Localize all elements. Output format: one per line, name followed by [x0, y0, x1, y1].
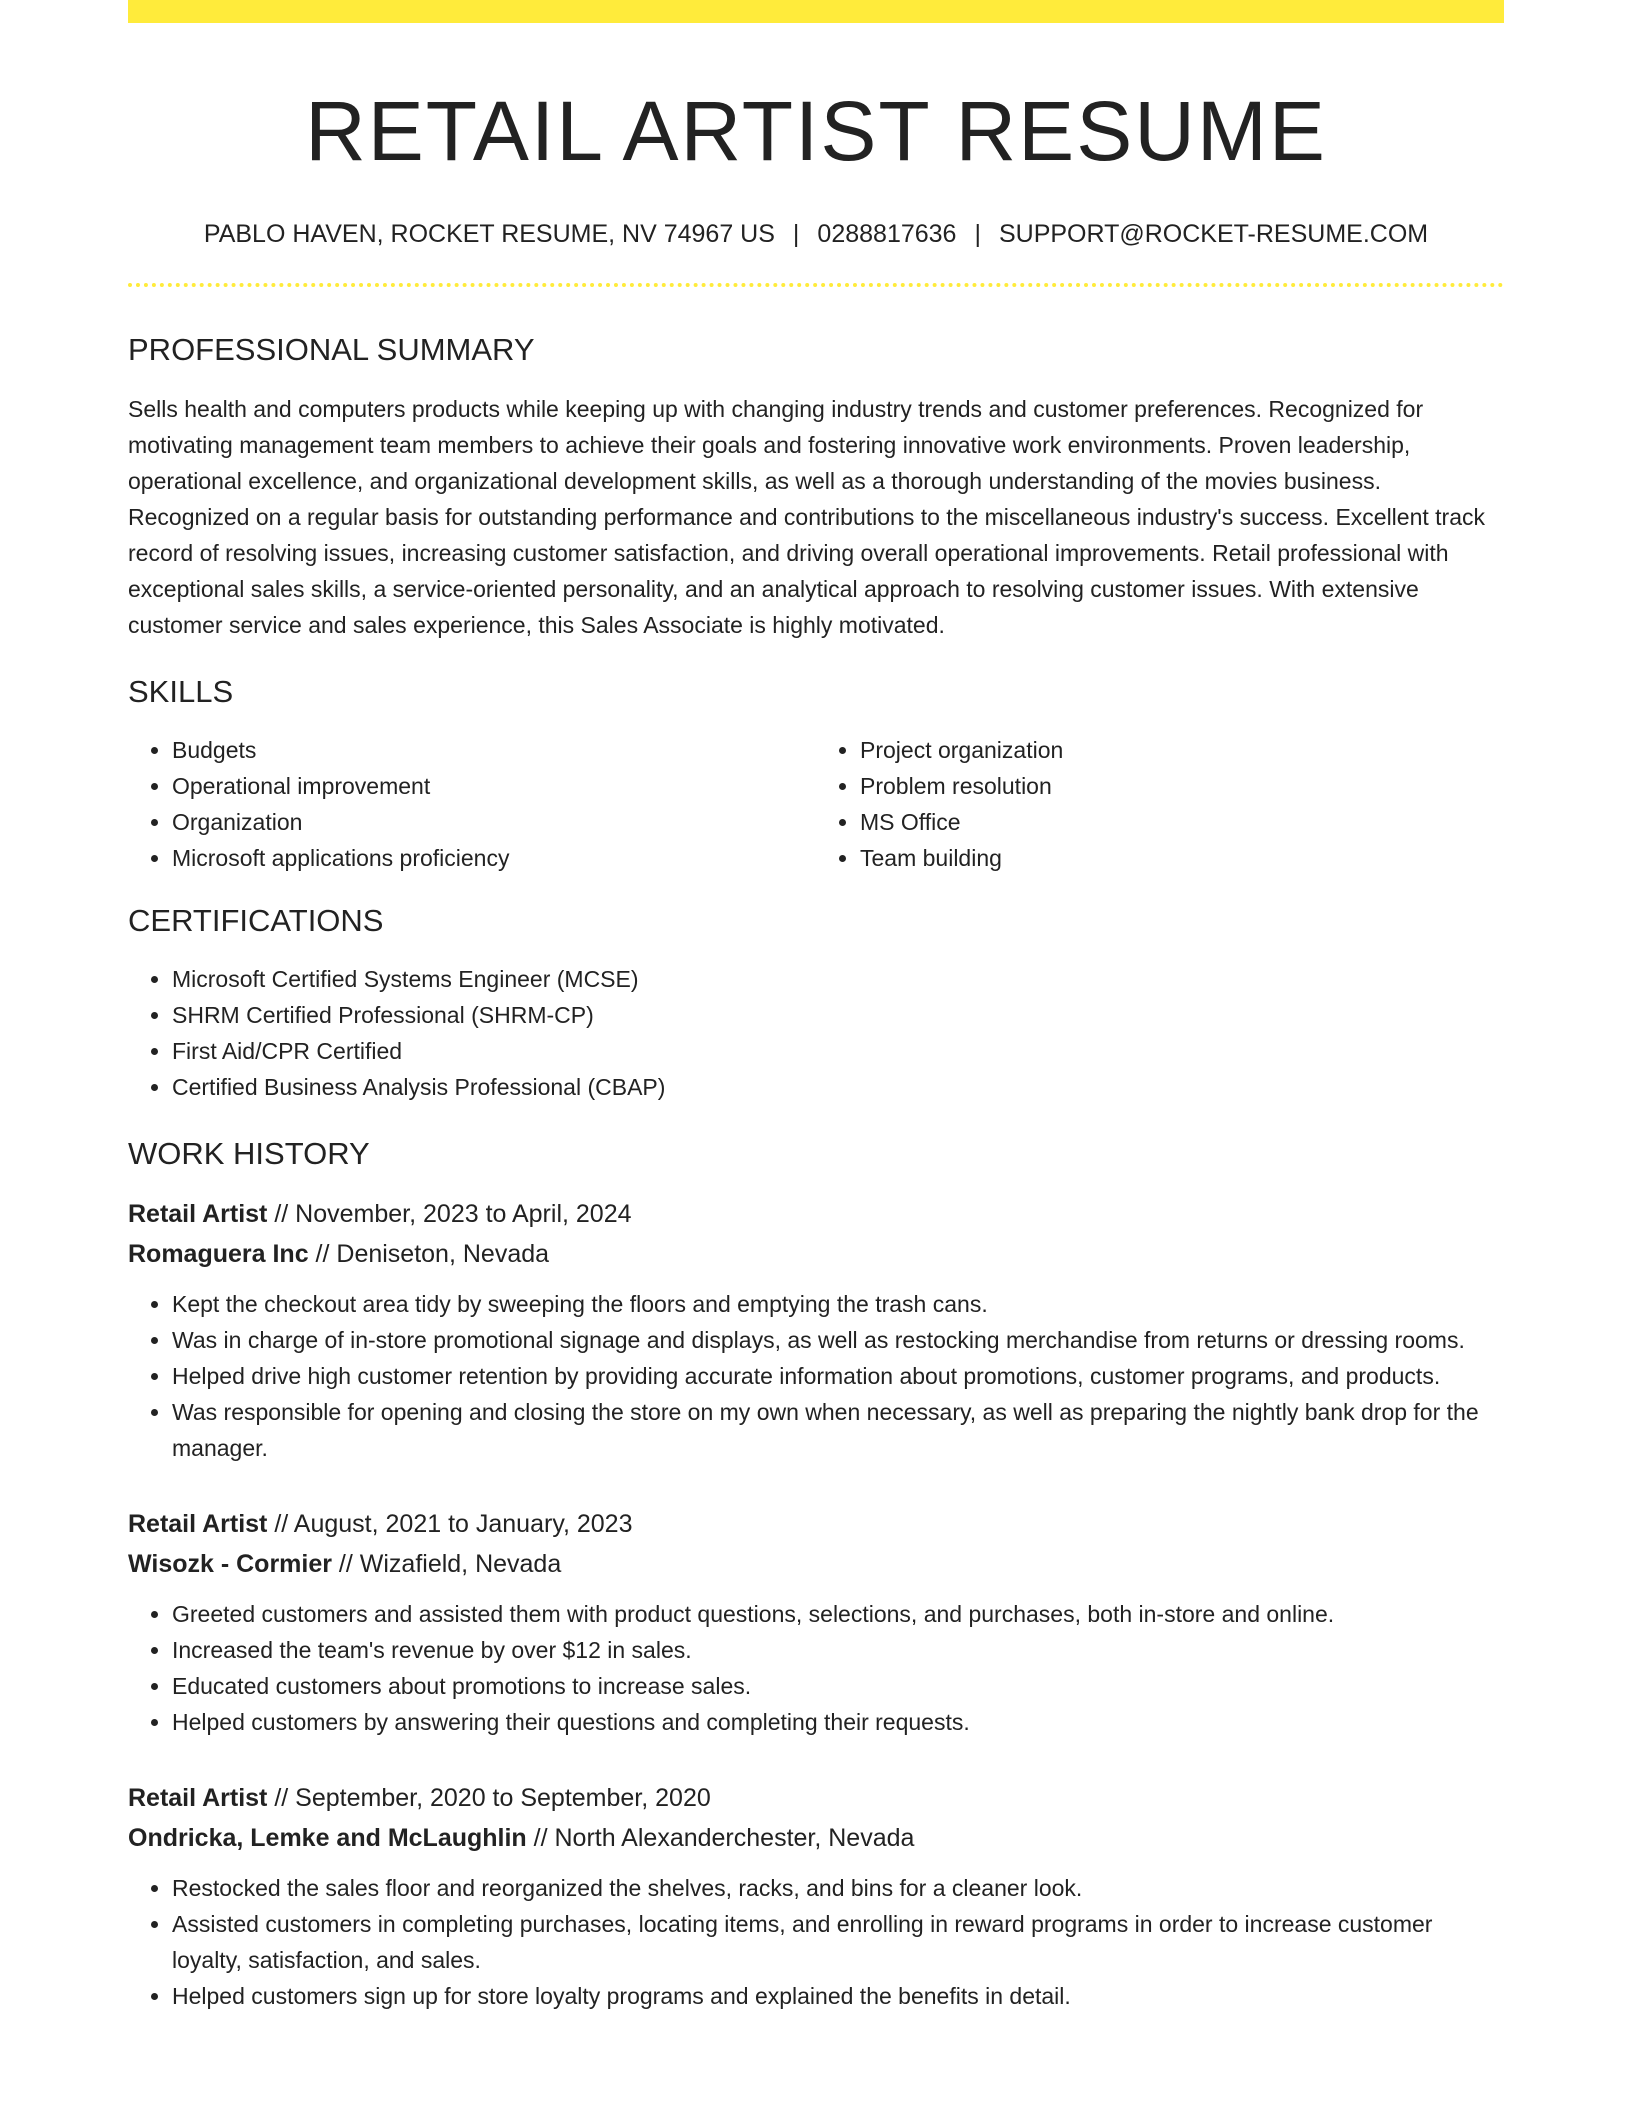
- job-company-line: [128, 1818, 1504, 1858]
- contact-separator: |: [974, 220, 981, 249]
- job-bullet: • Kept the checkout area tidy by sweeping the floors and emptying the trash cans.: [172, 1286, 1504, 1322]
- job-title: Retail Artist: [128, 1510, 268, 1539]
- job-company: Romaguera Inc: [128, 1240, 309, 1269]
- job-bullet: • Increased the team's revenue by over $12 in sales.: [172, 1632, 1504, 1668]
- job-bullet: • Greeted customers and assisted them with product questions, selections, and purchases, both in-store and online.: [172, 1596, 1504, 1632]
- skill-item: • Microsoft applications proficiency: [172, 840, 816, 876]
- job-title-line: [128, 1194, 1504, 1234]
- accent-bar: [128, 0, 1504, 23]
- job-dates: // August, 2021 to January, 2023: [267, 1510, 633, 1539]
- job-company-line: [128, 1544, 1504, 1584]
- certification-item: • Microsoft Certified Systems Engineer (MCSE): [172, 961, 1504, 997]
- job-bullet: • Helped customers by answering their questions and completing their requests.: [172, 1704, 1504, 1740]
- certification-item: • SHRM Certified Professional (SHRM-CP): [172, 997, 1504, 1033]
- job-bullet-list: [128, 1870, 1504, 2014]
- contact-email: SUPPORT@ROCKET-RESUME.COM: [998, 220, 1429, 249]
- contact-separator: |: [792, 220, 800, 249]
- summary-text: Sells health and computers products while keeping up with changing industry trends and customer preferences. Recognized for motivating management team members to achieve their goals and fostering innovative work environments. Proven leadership, operational excellence, and organizational development skills, as well as a thorough understanding of the movies business. Recognized on a regular basis for outstanding performance and contributions to the miscellaneous industry's success. Excellent track record of resolving issues, increasing customer satisfaction, and driving overall operational improvements. Retail professional with exceptional sales skills, a service-oriented personality, and an analytical approach to resolving customer issues. With extensive customer service and sales experience, this Sales Associate is highly motivated.: [128, 395, 1485, 638]
- dotted-divider: [128, 283, 1504, 287]
- skill-item: • Organization: [172, 804, 816, 840]
- skills-column-right: [816, 732, 1504, 876]
- job-bullet-list: [128, 1596, 1504, 1740]
- skills-column-left: [128, 732, 816, 876]
- job-bullet: • Educated customers about promotions to increase sales.: [172, 1668, 1504, 1704]
- certification-item: • First Aid/CPR Certified: [172, 1033, 1504, 1069]
- job-bullet-list: [128, 1286, 1504, 1466]
- job-entry: [128, 1504, 1504, 1740]
- job-title: Retail Artist: [128, 1784, 268, 1813]
- job-bullet: • Was responsible for opening and closing the store on my own when necessary, as well as preparing the nightly bank drop for the manager.: [172, 1394, 1504, 1466]
- certifications-list: [128, 961, 1504, 1105]
- skill-item: • Project organization: [860, 732, 1504, 768]
- contact-line: [128, 219, 1504, 249]
- skill-item: • Operational improvement: [172, 768, 816, 804]
- job-bullet: • Helped customers sign up for store loyalty programs and explained the benefits in detail.: [172, 1978, 1504, 2014]
- job-bullet: • Helped drive high customer retention by providing accurate information about promotions, customer programs, and products.: [172, 1358, 1504, 1394]
- skill-item: • MS Office: [860, 804, 1504, 840]
- job-entry: [128, 1778, 1504, 2014]
- resume-title: RETAIL ARTIST RESUME: [305, 84, 1327, 178]
- job-dates: // September, 2020 to September, 2020: [267, 1784, 711, 1813]
- job-title-line: [128, 1504, 1504, 1544]
- skill-item: • Budgets: [172, 732, 816, 768]
- contact-address: PABLO HAVEN, ROCKET RESUME, NV 74967 US: [203, 220, 775, 249]
- job-bullet: • Assisted customers in completing purchases, locating items, and enrolling in reward programs in order to increase customer loyalty, satisfaction, and sales.: [172, 1906, 1504, 1978]
- skill-item: • Team building: [860, 840, 1504, 876]
- job-location: // Wizafield, Nevada: [331, 1550, 562, 1579]
- job-title: Retail Artist: [128, 1200, 268, 1229]
- job-entry: [128, 1194, 1504, 1466]
- skills-grid: [128, 732, 1504, 876]
- summary-heading: PROFESSIONAL SUMMARY: [128, 332, 535, 368]
- work-history-heading: WORK HISTORY: [128, 1135, 370, 1171]
- job-dates: // November, 2023 to April, 2024: [267, 1200, 632, 1229]
- job-title-line: [128, 1778, 1504, 1818]
- job-bullet: • Restocked the sales floor and reorganized the shelves, racks, and bins for a cleaner look.: [172, 1870, 1504, 1906]
- job-company: Wisozk - Cormier: [128, 1550, 332, 1579]
- certification-item: • Certified Business Analysis Professional (CBAP): [172, 1069, 1504, 1105]
- job-company: Ondricka, Lemke and McLaughlin: [128, 1824, 527, 1853]
- resume-page: [128, 0, 1504, 2014]
- skills-list-right: [816, 732, 1504, 876]
- skill-item: • Problem resolution: [860, 768, 1504, 804]
- certifications-heading: CERTIFICATIONS: [128, 902, 384, 938]
- skills-heading: SKILLS: [128, 673, 234, 709]
- contact-phone: 0288817636: [817, 220, 957, 249]
- job-location: // Deniseton, Nevada: [308, 1240, 550, 1269]
- skills-list-left: [128, 732, 816, 876]
- job-company-line: [128, 1234, 1504, 1274]
- job-location: // North Alexanderchester, Nevada: [526, 1824, 915, 1853]
- job-bullet: • Was in charge of in-store promotional signage and displays, as well as restocking merchandise from returns or dressing rooms.: [172, 1322, 1504, 1358]
